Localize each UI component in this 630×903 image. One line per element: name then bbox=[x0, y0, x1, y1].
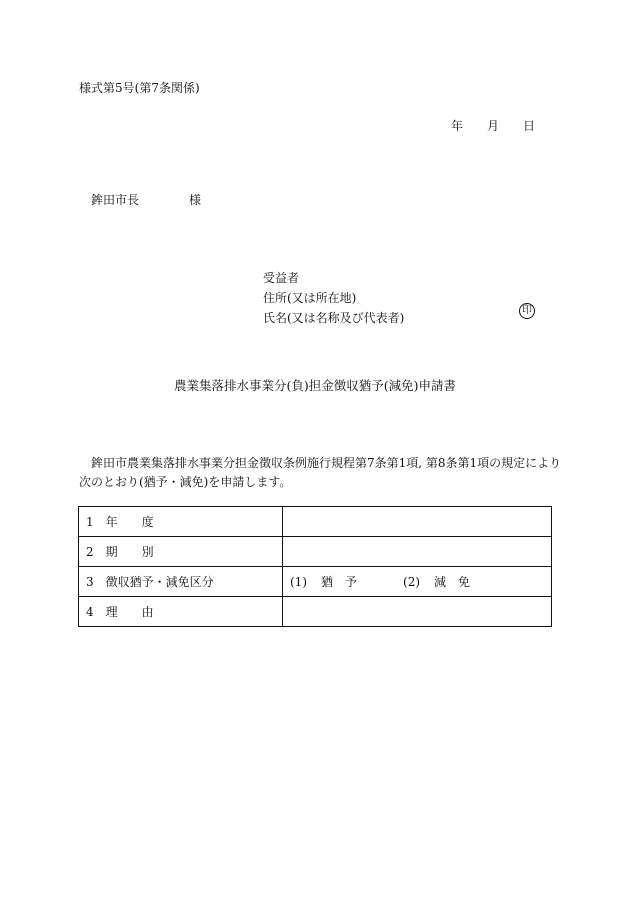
row-number: 2 bbox=[86, 545, 94, 559]
row-number: 1 bbox=[86, 515, 94, 529]
seal-mark: 印 bbox=[519, 303, 535, 319]
document-title: 農業集落排水事業分(負)担金徴収猶予(減免)申請書 bbox=[173, 378, 456, 393]
table-row bbox=[79, 507, 552, 537]
row-number: 3 bbox=[86, 575, 94, 589]
option-2-a: 減 bbox=[434, 575, 447, 589]
body-line-2: 次のとおり(猶予・減免)を申請します。 bbox=[79, 475, 292, 489]
row-value bbox=[283, 537, 552, 567]
option-1-number: (1) bbox=[290, 575, 307, 589]
row-label-text: 徴収猶予・減免区分 bbox=[105, 575, 214, 589]
row-number: 4 bbox=[86, 605, 94, 619]
option-1-a: 猶 bbox=[321, 575, 334, 589]
table-row bbox=[79, 597, 552, 627]
table-row bbox=[79, 537, 552, 567]
body-text bbox=[79, 454, 562, 492]
row-label-a: 期 bbox=[105, 545, 118, 559]
row-label-b: 由 bbox=[141, 605, 154, 619]
row-label bbox=[79, 567, 283, 597]
row-value bbox=[283, 597, 552, 627]
row-label bbox=[79, 537, 283, 567]
date-line bbox=[451, 120, 535, 132]
row-label bbox=[79, 507, 283, 537]
row-label-a: 年 bbox=[105, 515, 118, 529]
addressee bbox=[91, 194, 201, 206]
option-2-number: (2) bbox=[403, 575, 421, 589]
row-label-b: 度 bbox=[141, 515, 154, 529]
row-value bbox=[283, 507, 552, 537]
row-label bbox=[79, 597, 283, 627]
row-value bbox=[283, 567, 552, 597]
date-year: 年 bbox=[451, 119, 464, 133]
applicant-block bbox=[263, 268, 404, 328]
body-line-1: 鉾田市農業集落排水事業分担金徴収条例施行規程第7条第1項, 第8条第1項の規定により bbox=[91, 456, 562, 470]
row-label-b: 別 bbox=[141, 545, 154, 559]
application-table bbox=[78, 506, 552, 627]
table-row bbox=[79, 567, 552, 597]
applicant-name-label: 氏名(又は名称及び代表者) bbox=[263, 311, 405, 325]
addressee-honorific: 様 bbox=[189, 193, 202, 207]
addressee-name: 鉾田市長 bbox=[91, 193, 140, 207]
date-day: 日 bbox=[523, 119, 536, 133]
row-label-a: 理 bbox=[105, 605, 118, 619]
option-2-b: 免 bbox=[458, 575, 471, 589]
form-number: 様式第5号(第7条関係) bbox=[79, 81, 200, 95]
date-month: 月 bbox=[487, 119, 500, 133]
applicant-address-label: 住所(又は所在地) bbox=[263, 291, 357, 305]
option-1-b: 予 bbox=[345, 575, 358, 589]
applicant-label: 受益者 bbox=[263, 271, 300, 285]
